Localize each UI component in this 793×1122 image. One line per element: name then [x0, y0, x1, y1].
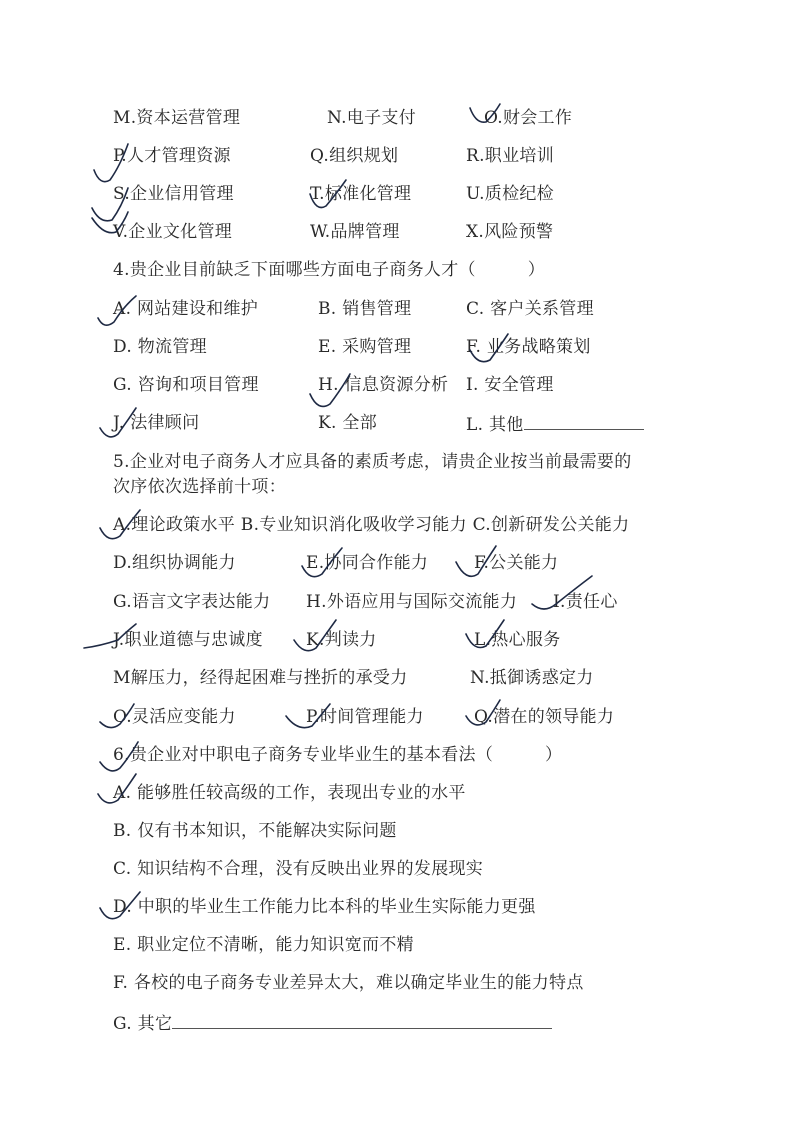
q5-option-p: P.时间管理能力: [306, 707, 424, 727]
q5-option-q: Q.潜在的领导能力: [474, 707, 615, 727]
q6-question: 6.贵企业对中职电子商务专业毕业生的基本看法（ ）: [113, 745, 563, 765]
q4-option-g: G. 咨询和项目管理: [113, 375, 259, 395]
q5-option-e: E.协同合作能力: [306, 553, 429, 573]
q3-option-q: Q.组织规划: [310, 146, 399, 166]
q5-option-n: N.抵御诱惑定力: [470, 668, 594, 688]
q4-option-l: [466, 413, 644, 435]
q5-option-m: M解压力，经得起困难与挫折的承受力: [113, 668, 408, 688]
q4-question: 4.贵企业目前缺乏下面哪些方面电子商务人才（ ）: [113, 260, 546, 280]
q4-option-l-label: L. 其他: [466, 415, 524, 435]
q5-option-d: D.组织协调能力: [113, 553, 236, 573]
q5-option-j: J.职业道德与忠诚度: [113, 630, 263, 650]
q3-option-t: T.标准化管理: [310, 184, 412, 204]
q5-option-k: K.判读力: [306, 630, 377, 650]
q6-option-c: C. 知识结构不合理，没有反映出业界的发展现实: [113, 859, 484, 879]
q4-option-h: H. 信息资源分析: [318, 375, 449, 395]
q3-option-r: R.职业培训: [466, 146, 555, 166]
q3-option-s: S.企业信用管理: [113, 184, 234, 204]
q4-option-e: E. 采购管理: [318, 337, 412, 357]
q6-option-d: D. 中职的毕业生工作能力比本科的毕业生实际能力更强: [113, 897, 536, 917]
q4-option-b: B. 销售管理: [318, 299, 412, 319]
q4-option-d: D. 物流管理: [113, 337, 207, 357]
q4-option-i: I. 安全管理: [466, 375, 554, 395]
q3-option-m: M.资本运营管理: [113, 108, 241, 128]
q3-option-x: X.风险预警: [466, 222, 554, 242]
q5-option-h: H.外语应用与国际交流能力: [306, 592, 518, 612]
q4-other-blank: [524, 413, 644, 430]
q5-option-o: O.灵活应变能力: [113, 707, 236, 727]
q5-option-l: L.热心服务: [474, 630, 561, 650]
q5-options-row1: A.理论政策水平 B.专业知识消化吸收学习能力 C.创新研发公关能力: [113, 515, 630, 535]
q6-option-g: [113, 1012, 552, 1034]
q3-option-u: U.质检纪检: [466, 184, 554, 204]
q5-question-line2: 次序依次选择前十项：: [113, 477, 286, 497]
q6-option-f: F. 各校的电子商务专业差异太大，难以确定毕业生的能力特点: [113, 973, 584, 993]
q3-option-n: N.电子支付: [327, 108, 416, 128]
q6-option-b: B. 仅有书本知识，不能解决实际问题: [113, 821, 397, 841]
q4-option-f: F. 业务战略策划: [466, 337, 591, 357]
q5-question-line1: 5.企业对电子商务人才应具备的素质考虑，请贵企业按当前最需要的: [113, 452, 632, 472]
q6-other-blank: [172, 1012, 552, 1029]
q4-option-j: J. 法律顾问: [113, 413, 200, 433]
q3-option-v: V.企业文化管理: [113, 222, 233, 242]
q3-option-p: P.人才管理资源: [113, 146, 231, 166]
q5-option-f: F.公关能力: [474, 553, 559, 573]
q6-option-g-label: G. 其它: [113, 1014, 173, 1034]
q6-option-a: A. 能够胜任较高级的工作，表现出专业的水平: [113, 783, 466, 803]
q3-option-w: W.品牌管理: [310, 222, 400, 242]
q3-option-o: O.财会工作: [484, 108, 573, 128]
q6-option-e: E. 职业定位不清晰，能力知识宽而不精: [113, 935, 414, 955]
q4-option-c: C. 客户关系管理: [466, 299, 594, 319]
q4-option-a: A. 网站建设和维护: [113, 299, 259, 319]
q5-option-g: G.语言文字表达能力: [113, 592, 271, 612]
q4-option-k: K. 全部: [318, 413, 378, 433]
q5-option-i: I.责任心: [553, 592, 618, 612]
